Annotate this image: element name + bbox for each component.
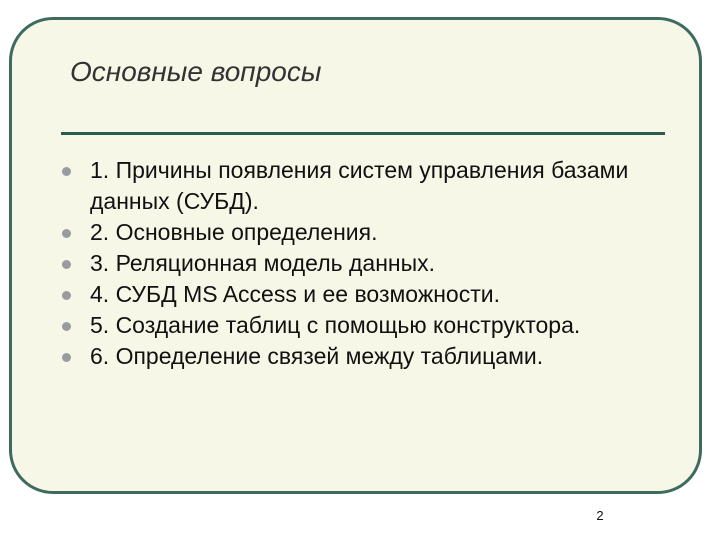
- list-item: [62, 310, 672, 341]
- list-item-text: 6. Определение связей между таблицами.: [90, 343, 544, 369]
- list-item-text: 2. Основные определения.: [90, 219, 378, 245]
- list-item-text: 4. СУБД MS Access и ее возможности.: [90, 281, 500, 307]
- bullet-dot-icon: [62, 291, 71, 300]
- list-item: [62, 341, 672, 372]
- bullet-dot-icon: [62, 260, 71, 269]
- bullet-dot-icon: [62, 322, 71, 331]
- list-item-text: 3. Реляционная модель данных.: [90, 250, 436, 276]
- list-item: [62, 279, 672, 310]
- bullet-dot-icon: [62, 229, 71, 238]
- slide-title: Основные вопросы: [70, 56, 322, 87]
- bullet-dot-icon: [62, 353, 71, 362]
- list-item-text: 1. Причины появления систем управления базами данных (СУБД).: [90, 157, 629, 214]
- page-number: 2: [596, 508, 604, 523]
- list-item: [62, 248, 672, 279]
- title-divider: [61, 132, 665, 135]
- list-item: [62, 217, 672, 248]
- bullet-dot-icon: [62, 167, 71, 176]
- list-item: [62, 155, 672, 217]
- topic-list: [62, 155, 672, 372]
- list-item-text: 5. Создание таблиц с помощью конструктора.: [90, 312, 581, 338]
